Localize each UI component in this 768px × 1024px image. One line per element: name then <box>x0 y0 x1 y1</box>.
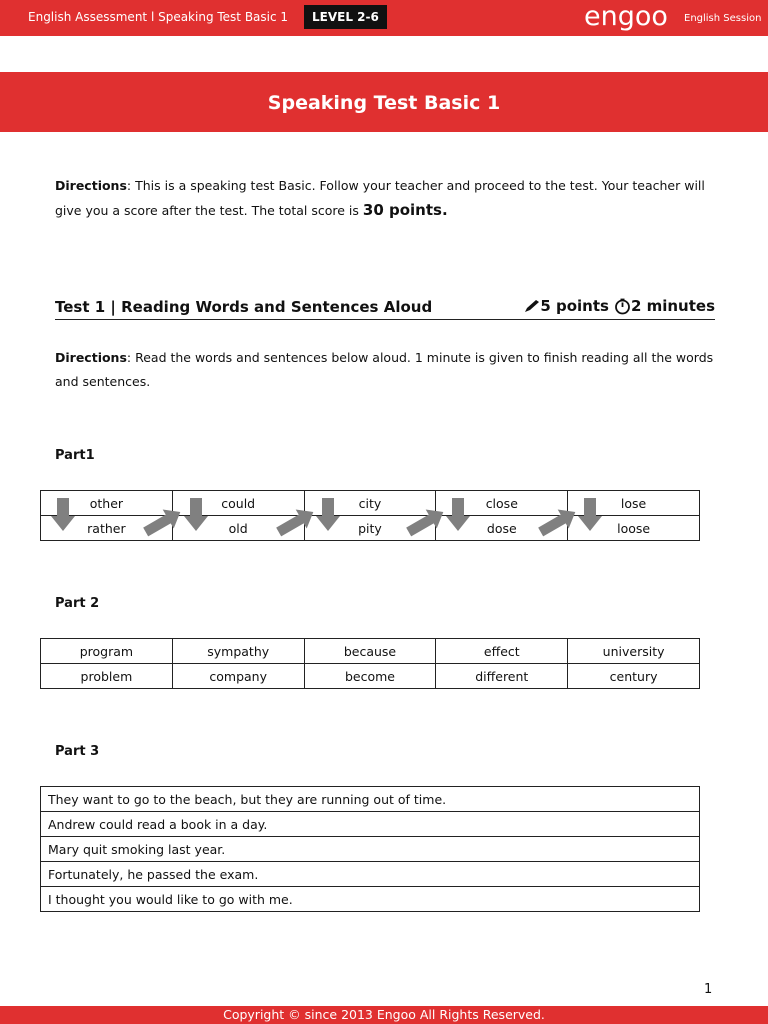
part1-table <box>40 490 700 541</box>
sentence-cell: Fortunately, he passed the exam. <box>41 862 700 887</box>
table-cell: because <box>304 639 436 664</box>
table-row <box>41 887 700 912</box>
test1-points: 5 points <box>540 297 609 315</box>
table-cell: loose <box>568 516 700 541</box>
table-cell: old <box>172 516 304 541</box>
table-row <box>41 837 700 862</box>
total-score: 30 points. <box>362 201 448 219</box>
table-row <box>41 516 700 541</box>
table-row <box>41 787 700 812</box>
table-cell: effect <box>436 639 568 664</box>
level-badge: LEVEL 2-6 <box>304 5 387 29</box>
test1-time: 2 minutes <box>630 297 715 315</box>
table-cell: dose <box>436 516 568 541</box>
logo-subtitle: English Session <box>684 13 762 24</box>
table-cell: become <box>304 664 436 689</box>
breadcrumb: English Assessment l Speaking Test Basic 1 <box>28 10 289 24</box>
part2-table <box>40 638 700 689</box>
test1-heading <box>55 296 715 320</box>
engoo-logo: engoo <box>584 1 668 32</box>
table-cell: university <box>568 639 700 664</box>
test1-meta <box>524 297 715 315</box>
table-cell: problem <box>41 664 173 689</box>
sentence-cell: I thought you would like to go with me. <box>41 887 700 912</box>
part3-label: Part 3 <box>55 744 100 759</box>
table-cell: sympathy <box>172 639 304 664</box>
table-cell: program <box>41 639 173 664</box>
table-cell: century <box>568 664 700 689</box>
part2-label: Part 2 <box>55 596 100 611</box>
table-cell: company <box>172 664 304 689</box>
table-cell: different <box>436 664 568 689</box>
test1-title: Test 1 | Reading Words and Sentences Aloud <box>55 298 433 316</box>
table-row <box>41 812 700 837</box>
page-title: Speaking Test Basic 1 <box>267 92 501 114</box>
table-cell: other <box>41 491 173 516</box>
table-row <box>41 639 700 664</box>
intro-directions <box>55 174 720 223</box>
table-cell: rather <box>41 516 173 541</box>
test1-directions <box>55 346 720 394</box>
sentence-cell: Mary quit smoking last year. <box>41 837 700 862</box>
copyright-text: Copyright © since 2013 Engoo All Rights Reserved. <box>223 1007 545 1022</box>
table-row <box>41 664 700 689</box>
table-row <box>41 491 700 516</box>
sentence-cell: They want to go to the beach, but they are running out of time. <box>41 787 700 812</box>
pencil-icon <box>524 299 540 313</box>
directions-label: Directions <box>55 178 127 193</box>
table-cell: close <box>436 491 568 516</box>
directions-text: : This is a speaking test Basic. Follow your teacher and proceed to the test. Your teacher will give you a score after the test. The total score is <box>55 178 705 218</box>
footer-bar <box>0 1006 768 1024</box>
sentence-cell: Andrew could read a book in a day. <box>41 812 700 837</box>
title-band <box>0 72 768 132</box>
top-bar <box>0 0 768 36</box>
table-cell: could <box>172 491 304 516</box>
table-cell: city <box>304 491 436 516</box>
part3-table <box>40 786 700 912</box>
table-cell: pity <box>304 516 436 541</box>
table-cell: lose <box>568 491 700 516</box>
test1-directions-text: : Read the words and sentences below aloud. 1 minute is given to finish reading all the words and sentences. <box>55 350 714 389</box>
test1-directions-label: Directions <box>55 350 127 365</box>
page-number: 1 <box>704 982 713 997</box>
part1-label: Part1 <box>55 448 95 463</box>
table-row <box>41 862 700 887</box>
timer-icon <box>614 298 631 315</box>
